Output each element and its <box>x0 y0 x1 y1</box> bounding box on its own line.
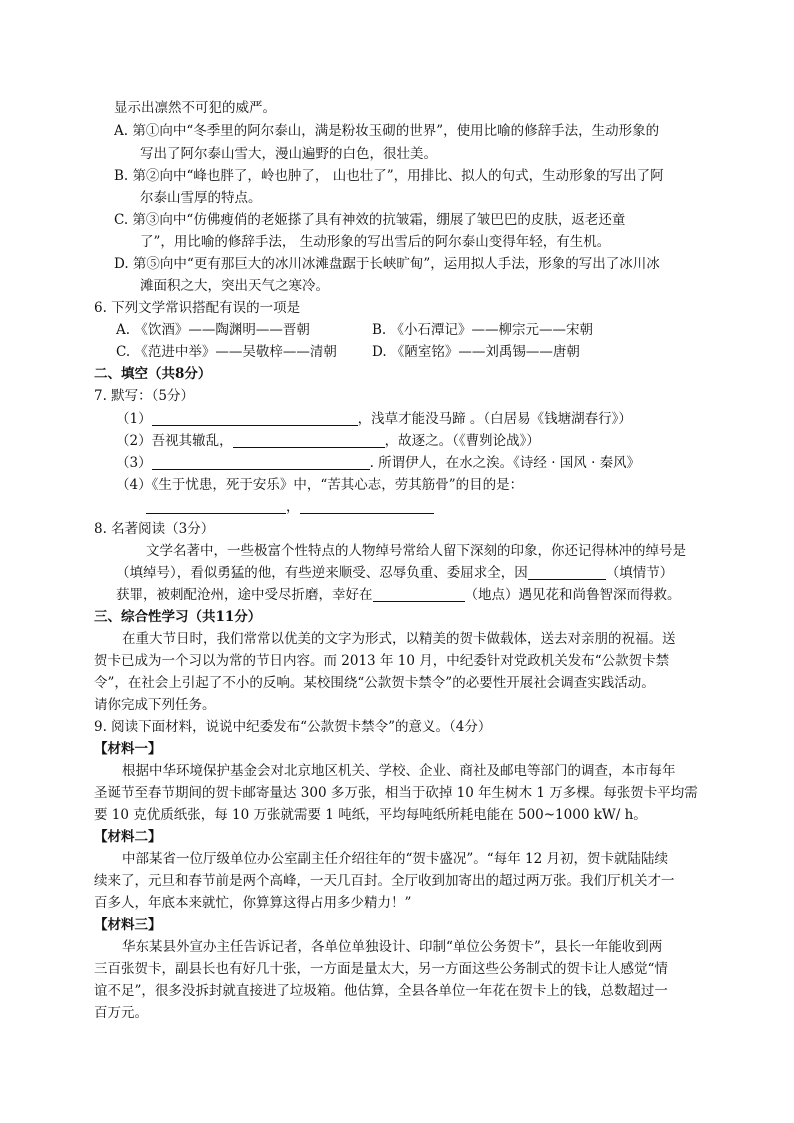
q6-option-b: B. 《小石潭记》——柳宗元——宋朝 <box>372 322 594 338</box>
answer-blank[interactable] <box>300 499 434 514</box>
text-line <box>116 563 673 583</box>
item-text: . 所谓伊人，在水之涘。《诗经 · 国风 · 秦风》 <box>369 455 641 471</box>
answer-blank[interactable] <box>152 455 370 470</box>
section-heading: 二、填空（共8分） <box>94 366 212 382</box>
text-line: 圣诞节至春节期间的贺卡邮寄量达 300 多万张，相当于砍掉 10 年生树木 1 万多棵。每张贺卡平均需 <box>94 785 698 801</box>
item-text: 获罪，被刺配沧州，途中受尽折磨，幸好在 <box>116 587 373 603</box>
text-line: 在重大节日时，我们常常以优美的文字为形式，以精美的贺卡做载体，送去对亲朋的祝福。送 <box>122 631 676 647</box>
question-9: 9. 阅读下面材料，说说中纪委发布“公款贺卡禁令”的意义。（4分） <box>94 719 492 735</box>
q7-item-4: （4）《生于忧患，死于安乐》中，“苦其心志，劳其筋骨”的目的是： <box>116 477 524 493</box>
option-c: C. 第③向中“仿佛瘦俏的老姬搽了具有神效的抗皱霜，绷展了皱巴巴的皮肤，返老还童 <box>114 212 626 228</box>
q7-item-4-blanks <box>146 497 434 517</box>
item-number: （1） <box>116 411 152 427</box>
item-text: （地点）遇见花和尚鲁智深而得救。 <box>464 587 681 603</box>
answer-blank[interactable] <box>528 565 606 580</box>
q7-item-1 <box>116 409 632 429</box>
q6-option-a: A. 《饮酒》——陶渊明——晋朝 <box>116 322 310 338</box>
text-line: 请你完成下列任务。 <box>94 697 216 713</box>
answer-blank[interactable] <box>373 587 465 602</box>
option-a: A. 第①向中“冬季里的阿尔泰山，满是粉妆玉砌的世界”，使用比喻的修辞手法，生动形象的 <box>114 123 660 139</box>
separator: ， <box>286 499 300 515</box>
material-heading: 【材料二】 <box>94 829 162 845</box>
answer-blank[interactable] <box>152 411 358 426</box>
section-heading: 三、综合性学习（共11分） <box>94 609 262 625</box>
text-line: 显示出凛然不可犯的威严。 <box>114 100 276 116</box>
text-line: 滩面积之大，突出天气之寒冷。 <box>140 278 329 294</box>
question-6: 6. 下列文学常识搭配有误的一项是 <box>94 300 301 316</box>
text-line: 令”，在社会上引起了不小的反响。某校围绕“公款贺卡禁令”的必要性开展社会调查实践活动。 <box>94 675 655 691</box>
option-d: D. 第⑤向中“更有那巨大的冰川冰滩盘踞于长峡旷甸”，运用拟人手法，形象的写出了冰川冰 <box>114 256 660 272</box>
text-line: 了”，用比喻的修辞手法， 生动形象的写出雪后的阿尔泰山变得年轻，有生机。 <box>140 234 611 250</box>
text-line: 文学名著中，一些极富个性特点的人物绰号常给人留下深刻的印象，你还记得林冲的绰号是 <box>146 543 686 559</box>
option-b: B. 第②向中“峰也胖了，岭也肿了， 山也壮了”，用排比、拟人的句式，生动形象的写出了阿 <box>114 168 664 184</box>
item-text: （填绰号），看似勇猛的他，有些逆来顺受、忍辱负重、委屈求全，因 <box>116 565 528 581</box>
text-line: 中部某省一位厅级单位办公室副主任介绍往年的“贺卡盛况”。“每年 12 月初，贺卡就陆陆续 <box>122 851 668 867</box>
text-line: 谊不足”，很多没拆封就直接进了垃圾箱。他估算，全县各单位一年花在贺卡上的钱，总数超过一 <box>94 983 668 999</box>
text-line: 根据中华环境保护基金会对北京地区机关、学校、企业、商社及邮电等部门的调查，本市每年 <box>122 763 676 779</box>
text-line <box>116 585 681 605</box>
text-line: 要 10 克优质纸张，每 10 万张就需要 1 吨纸，平均每吨纸所耗电能在 500~1000 kW/ h。 <box>94 807 647 823</box>
text-line: 华东某县外宣办主任告诉记者，各单位单独设计、印制“单位公务贺卡”，县长一年能收到两 <box>122 939 663 955</box>
answer-blank[interactable] <box>146 499 286 514</box>
text-line: 贺卡已成为一个习以为常的节日内容。而 2013 年 10 月，中纪委针对党政机关发布“公款贺卡禁 <box>94 653 670 669</box>
question-7: 7. 默写：（5分） <box>94 388 195 404</box>
text-line: 百多人，年底本来就忙，你算算这得占用多少精力！” <box>94 895 412 911</box>
text-line: 尔泰山雪厚的特点。 <box>140 190 262 206</box>
answer-blank[interactable] <box>233 433 385 448</box>
item-text: ，浅草才能没马蹄 。（白居易《钱塘湖春行》） <box>357 411 632 427</box>
text-line: 续来了，元旦和春节前是两个高峰，一天几百封。全厅收到加寄出的超过两万张。我们厅机关才一 <box>94 873 675 889</box>
item-number: （3） <box>116 455 152 471</box>
q7-item-3 <box>116 453 640 473</box>
question-8: 8. 名著阅读（3分） <box>94 521 215 537</box>
q6-option-c: C. 《范进中举》——吴敬梓——清朝 <box>116 344 337 360</box>
text-line: 写出了阿尔泰山雪大，漫山遍野的白色，很壮美。 <box>140 146 437 162</box>
text-line: 三百张贺卡，副县长也有好几十张，一方面是量太大，另一方面这些公务制式的贺卡让人感觉“情 <box>94 961 668 977</box>
item-text: ，故逐之。（《曹刿论战》） <box>384 433 540 449</box>
material-heading: 【材料三】 <box>94 917 162 933</box>
q7-item-2 <box>116 431 540 451</box>
item-text: （2）吾视其辙乱， <box>116 433 233 449</box>
q6-option-d: D. 《陋室铭》——刘禹锡——唐朝 <box>372 344 580 360</box>
item-text: （填情节） <box>605 565 674 581</box>
text-line: 百万元。 <box>94 1005 148 1021</box>
material-heading: 【材料一】 <box>94 741 162 757</box>
